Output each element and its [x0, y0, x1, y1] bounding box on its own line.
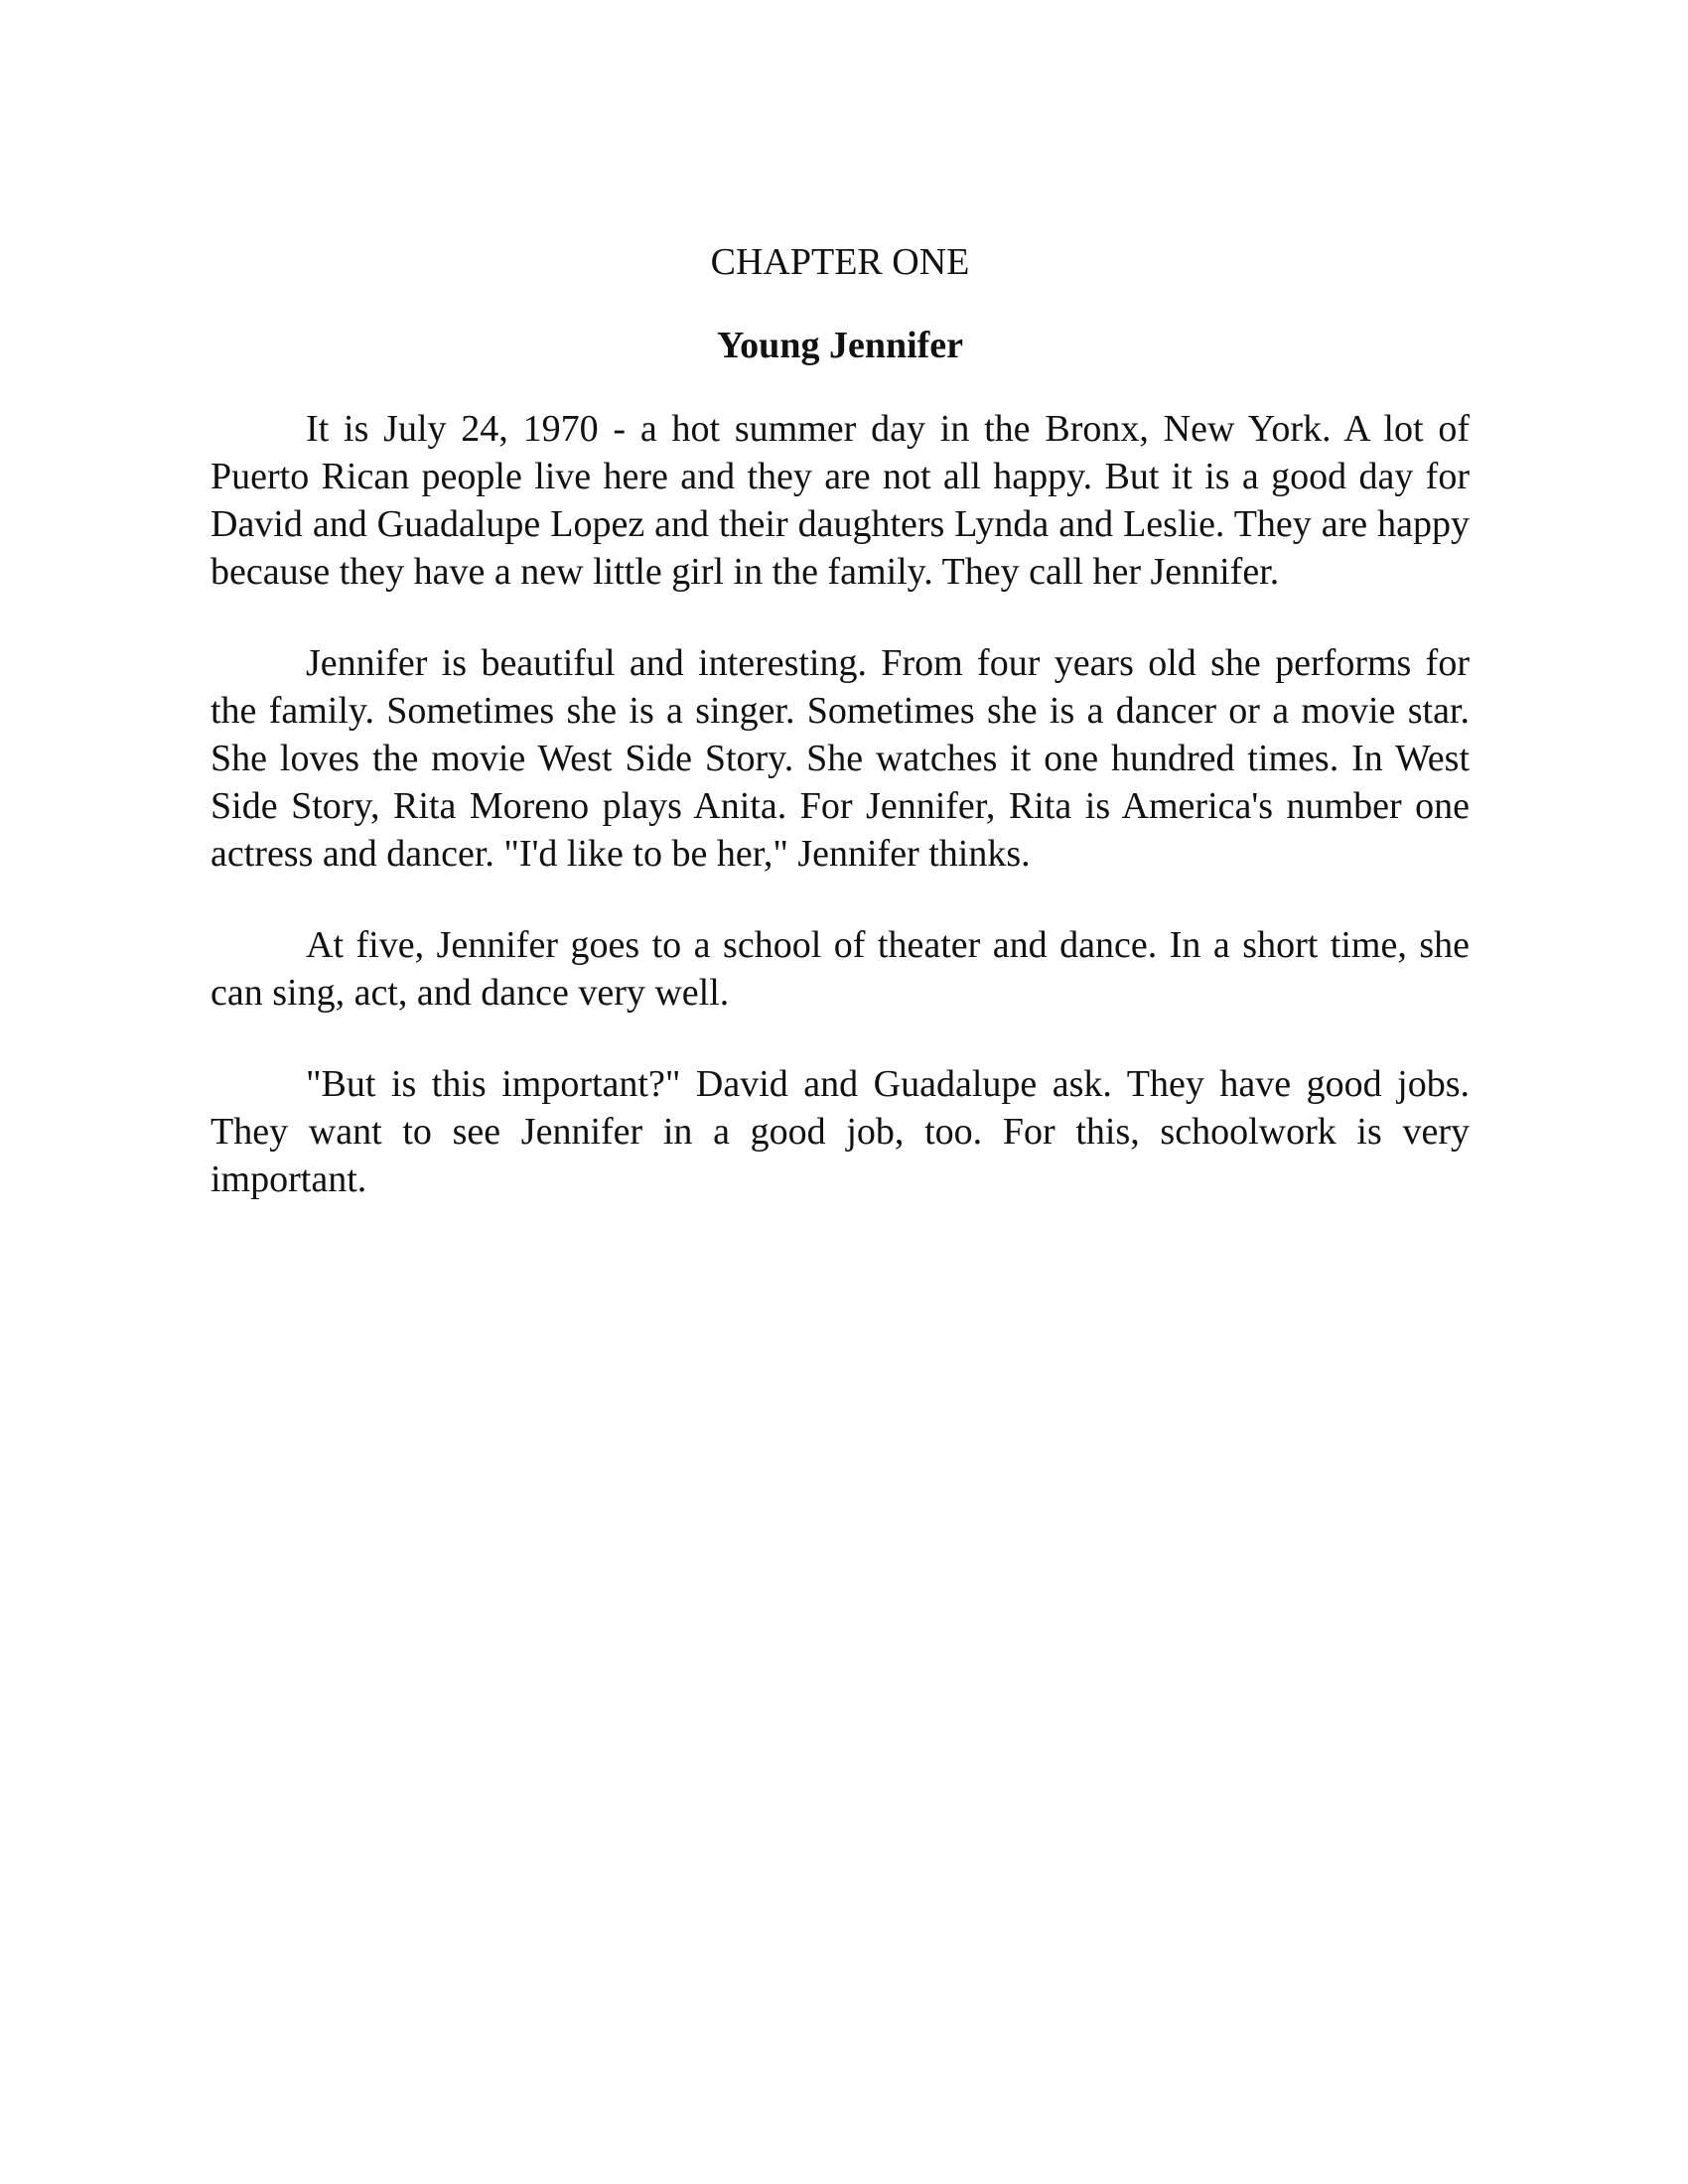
page-content: [211, 236, 1470, 1247]
chapter-title: Young Jennifer: [716, 325, 964, 366]
paragraph-4: "But is this important?" David and Guadalupe ask. They have good jobs. They want to see Jennifer in a good job, too. For this, schoolwork is very important.: [211, 1063, 1470, 1200]
paragraph-2: Jennifer is beautiful and interesting. From four years old she performs for the family. Sometimes she is a singer. Sometimes she is a dancer or a movie star. She loves the movie West Side Story. She watches it one hundred times. In West Side Story, Rita Moreno plays Anita. For Jennifer, Rita is America's number one actress and dancer. "I'd like to be her," Jennifer thinks.: [211, 642, 1470, 875]
paragraph-1: It is July 24, 1970 - a hot summer day in the Bronx, New York. A lot of Puerto Rican people live here and they are not all happy. But it is a good day for David and Guadalupe Lopez and their daughters Lynda and Leslie. They are happy because they have a new little girl in the family. They call her Jennifer.: [211, 408, 1470, 593]
chapter-label: CHAPTER ONE: [710, 241, 970, 283]
paragraph-3: At five, Jennifer goes to a school of theater and dance. In a short time, she can sing, act, and dance very well.: [211, 924, 1470, 1014]
